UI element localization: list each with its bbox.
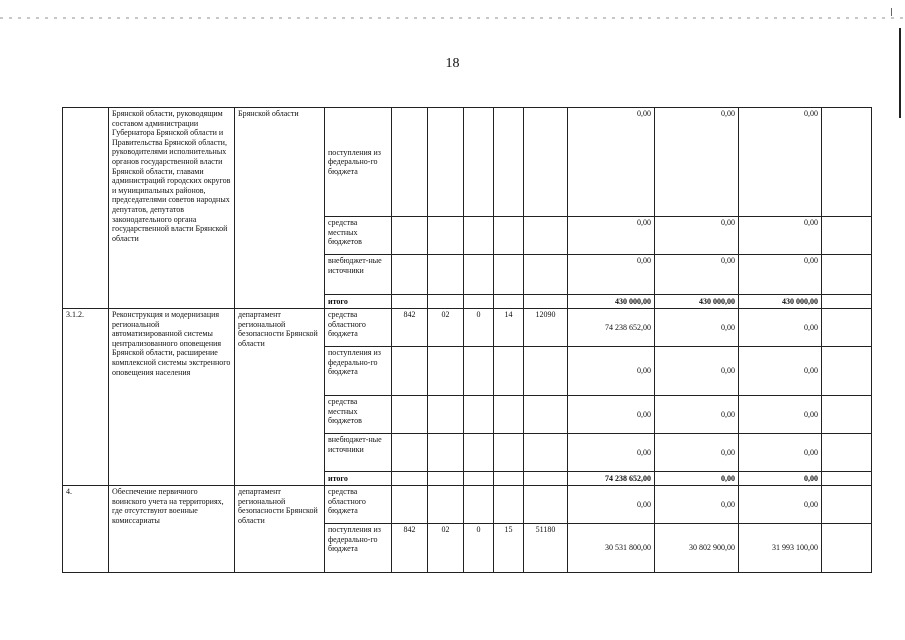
budget-code-direction: 51180: [524, 524, 568, 573]
funding-source-label: средства местных бюджетов: [325, 217, 392, 255]
funding-source-label: итого: [325, 472, 392, 486]
budget-code-direction: 12090: [524, 309, 568, 347]
amount-year-3: 0,00: [739, 396, 822, 434]
table-row: [63, 108, 872, 217]
amount-year-3: 0,00: [739, 309, 822, 347]
amount-year-2: 0,00: [655, 486, 739, 524]
total-year-2: 430 000,00: [655, 295, 739, 309]
funding-source-label: средства местных бюджетов: [325, 396, 392, 434]
amount-year-2: 0,00: [655, 396, 739, 434]
funding-source-label: поступления из федерально-го бюджета: [325, 108, 392, 217]
measure-description: Брянской области, руководящим составом администрации Губернатора Брянской области и Правительства Брянской области, руководителями исполнительных органов государственной власти Брянской области, главами администраций городских округов и муниципальных районов, председателями советов народных депутатов, депутатов законодательного органа государственной власти Брянской области: [109, 108, 235, 309]
budget-code-grbs: 842: [392, 309, 428, 347]
total-year-2: 0,00: [655, 472, 739, 486]
funding-source-label: средства областного бюджета: [325, 486, 392, 524]
amount-year-2: 0,00: [655, 347, 739, 396]
amount-year-3: 0,00: [739, 108, 822, 217]
amount-year-2: 0,00: [655, 217, 739, 255]
total-year-3: 430 000,00: [739, 295, 822, 309]
table-row: [63, 486, 872, 524]
funding-source-label: внебюджет-ные источники: [325, 255, 392, 295]
scan-edge-tick: [891, 8, 892, 16]
budget-code-section: 02: [428, 524, 464, 573]
amount-year-2: 0,00: [655, 309, 739, 347]
amount-year-1: 0,00: [568, 255, 655, 295]
funding-source-label: средства областного бюджета: [325, 309, 392, 347]
budget-code-grbs: 842: [392, 524, 428, 573]
amount-year-2: 30 802 900,00: [655, 524, 739, 573]
amount-year-1: 30 531 800,00: [568, 524, 655, 573]
budget-code-sub: 0: [464, 524, 494, 573]
budget-code-sub: 0: [464, 309, 494, 347]
total-year-1: 430 000,00: [568, 295, 655, 309]
amount-year-1: 0,00: [568, 396, 655, 434]
amount-year-1: 0,00: [568, 434, 655, 472]
measure-description: Обеспечение первичного воинского учета на территориях, где отсутствуют военные комиссариаты: [109, 486, 235, 573]
row-number-cell: 3.1.2.: [63, 309, 109, 486]
amount-year-3: 0,00: [739, 217, 822, 255]
budget-code-section: 02: [428, 309, 464, 347]
funding-source-label: поступления из федерально-го бюджета: [325, 347, 392, 396]
funding-source-label: поступления из федерально-го бюджета: [325, 524, 392, 573]
amount-year-3: 31 993 100,00: [739, 524, 822, 573]
amount-year-3: 0,00: [739, 347, 822, 396]
total-year-3: 0,00: [739, 472, 822, 486]
amount-year-1: 0,00: [568, 108, 655, 217]
amount-year-2: 0,00: [655, 434, 739, 472]
amount-year-1: 0,00: [568, 486, 655, 524]
row-number-cell: 4.: [63, 486, 109, 573]
amount-year-2: 0,00: [655, 108, 739, 217]
responsible-executor: департамент региональной безопасности Брянской области: [235, 309, 325, 486]
responsible-executor: Брянской области: [235, 108, 325, 309]
funding-source-label: итого: [325, 295, 392, 309]
row-number-cell: [63, 108, 109, 309]
total-year-1: 74 238 652,00: [568, 472, 655, 486]
scan-edge-mark: [899, 28, 901, 118]
amount-year-2: 0,00: [655, 255, 739, 295]
budget-code-activity: 14: [494, 309, 524, 347]
measure-description: Реконструкция и модернизация региональной автоматизированной системы централизованного оповещения Брянской области, расширение комплексной системы экстренного оповещения населения: [109, 309, 235, 486]
amount-year-1: 74 238 652,00: [568, 309, 655, 347]
amount-year-1: 0,00: [568, 347, 655, 396]
funding-source-label: внебюджет-ные источники: [325, 434, 392, 472]
amount-year-1: 0,00: [568, 217, 655, 255]
amount-year-3: 0,00: [739, 434, 822, 472]
page-number: 18: [445, 56, 460, 71]
scan-artifact-line: [0, 17, 905, 19]
table-row: [63, 309, 872, 347]
program-table: [62, 107, 872, 573]
amount-year-3: 0,00: [739, 255, 822, 295]
responsible-executor: департамент региональной безопасности Брянской области: [235, 486, 325, 573]
amount-year-3: 0,00: [739, 486, 822, 524]
budget-code-activity: 15: [494, 524, 524, 573]
